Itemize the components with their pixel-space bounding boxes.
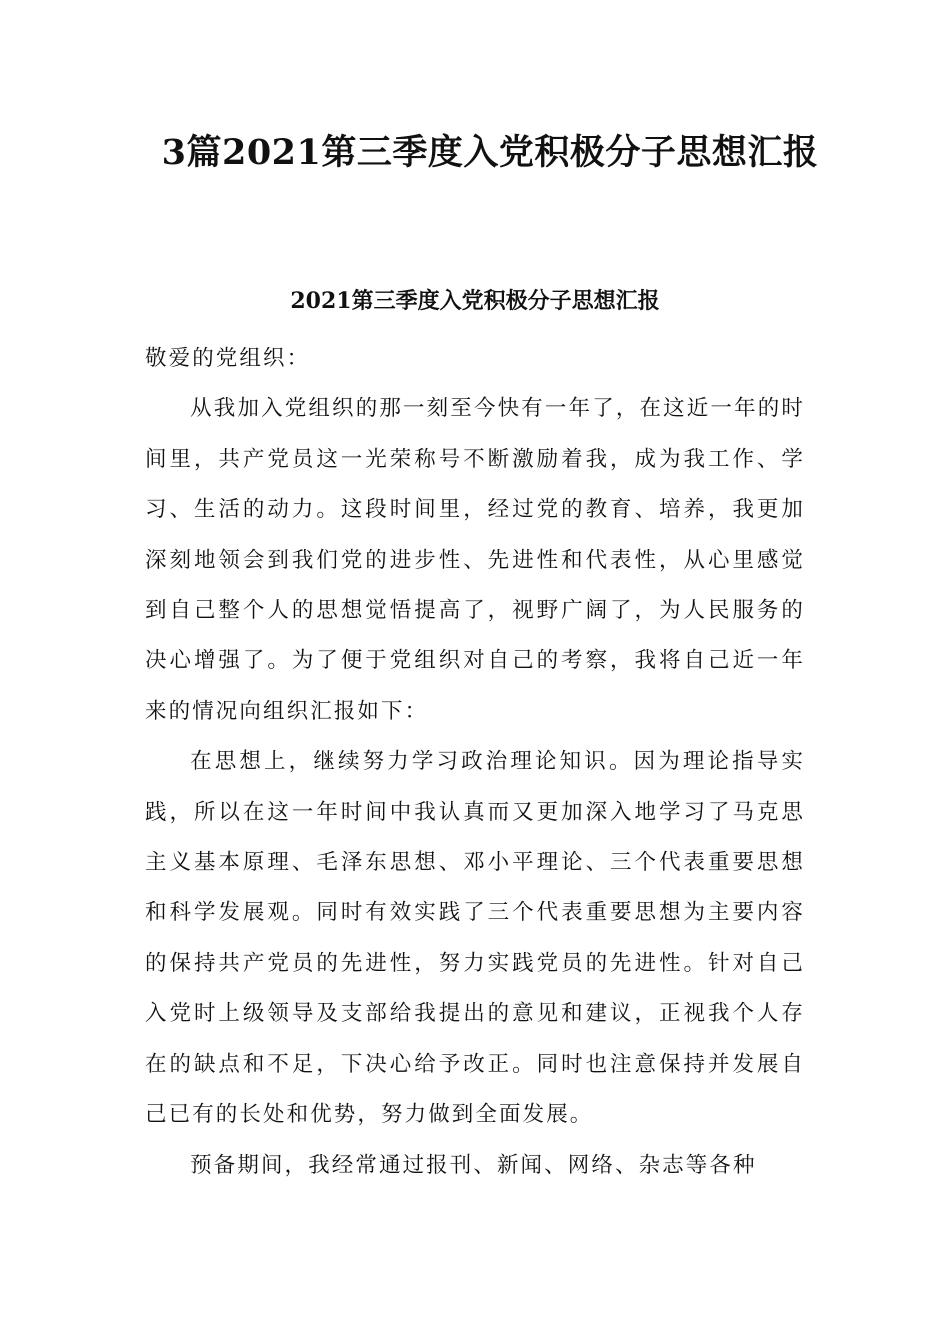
paragraph-1: 从我加入党组织的那一刻至今快有一年了，在这近一年的时间里，共产党员这一光荣称号不断激励着我，成为我工作、学习、生活的动力。这段时间里，经过党的教育、培养，我更加深刻地领会到我们党的进步性、先进性和代表性，从心里感觉到自己整个人的思想觉悟提高了，视野广阔了，为人民服务的决心增强了。为了便于党组织对自己的考察，我将自己近一年来的情况向组织汇报如下： [145,396,805,724]
paragraph-3: 预备期间，我经常通过报刊、新闻、网络、杂志等各种 [190,1152,757,1178]
body-text [145,334,805,1191]
document-title: 3篇2021第三季度入党积极分子思想汇报 [161,132,819,173]
paragraph-2: 在思想上，继续努力学习政治理论知识。因为理论指导实践，所以在这一年时间中我认真而又更加深入地学习了马克思主义基本原理、毛泽东思想、邓小平理论、三个代表重要思想和科学发展观。同时有效实践了三个代表重要思想为主要内容的保持共产党员的先进性，努力实践党员的先进性。针对自己入党时上级领导及支部给我提出的意见和建议，正视我个人存在的缺点和不足，下决心给予改正。同时也注意保持并发展自己已有的长处和优势，努力做到全面发展。 [145,749,805,1128]
salutation: 敬爱的党组织： [145,346,311,371]
section-title: 2021第三季度入党积极分子思想汇报 [290,288,660,314]
